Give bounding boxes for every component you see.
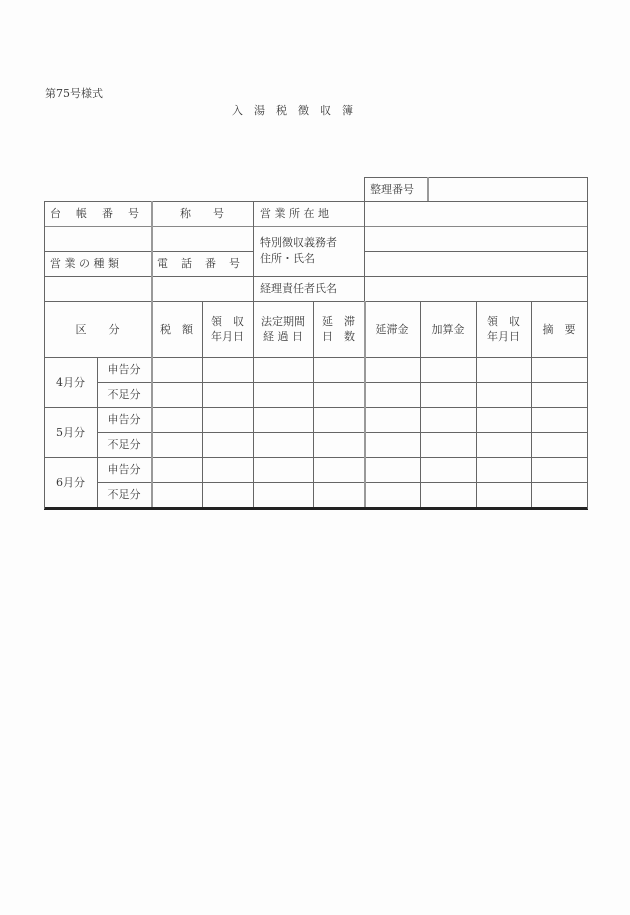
declared-label: 申告分 (107, 463, 141, 476)
elapsed-days-header-line2: 経 過 日 (263, 330, 303, 343)
trade-name-label: 称 号 (180, 207, 224, 220)
ledger-number-label: 台 帳 番 号 (50, 207, 141, 220)
delinquency-charge-header: 延滞金 (375, 323, 409, 336)
declared-label: 申告分 (107, 363, 141, 376)
delay-days-header-line2: 日 数 (322, 330, 355, 343)
receipt-date-2-header-line2: 年月日 (487, 330, 520, 343)
reference-number-field[interactable] (429, 178, 586, 201)
shortfall-label: 不足分 (107, 388, 141, 401)
month-label: 4月分 (56, 376, 85, 389)
business-address-label: 営 業 所 在 地 (260, 207, 329, 220)
month-label: 5月分 (56, 426, 85, 439)
additional-charge-header: 加算金 (431, 323, 465, 336)
special-collector-label-line2: 住所・氏名 (260, 252, 315, 265)
document-title: 入 湯 税 徴 収 簿 (232, 104, 353, 117)
delay-days-header-line1: 延 滞 (322, 315, 355, 328)
elapsed-days-header-line1: 法定期間 (261, 315, 305, 328)
shortfall-label: 不足分 (107, 438, 141, 451)
declared-label: 申告分 (107, 413, 141, 426)
reference-number-label: 整理番号 (370, 183, 414, 196)
shortfall-label: 不足分 (107, 488, 141, 501)
accounting-manager-label: 経理責任者氏名 (260, 282, 337, 295)
form-number: 第75号様式 (45, 87, 103, 100)
phone-number-label: 電 話 番 号 (157, 257, 241, 270)
receipt-date-2-header-line1: 領 収 (487, 315, 520, 328)
tax-amount-header: 税 額 (160, 323, 193, 336)
month-label: 6月分 (56, 476, 85, 489)
receipt-date-header-line1: 領 収 (211, 315, 244, 328)
category-header: 区 分 (75, 323, 120, 336)
remarks-header: 摘 要 (542, 323, 576, 336)
business-type-label: 営 業 の 種 類 (50, 257, 119, 270)
special-collector-label-line1: 特別徴収義務者 (260, 236, 337, 249)
receipt-date-header-line2: 年月日 (211, 330, 244, 343)
